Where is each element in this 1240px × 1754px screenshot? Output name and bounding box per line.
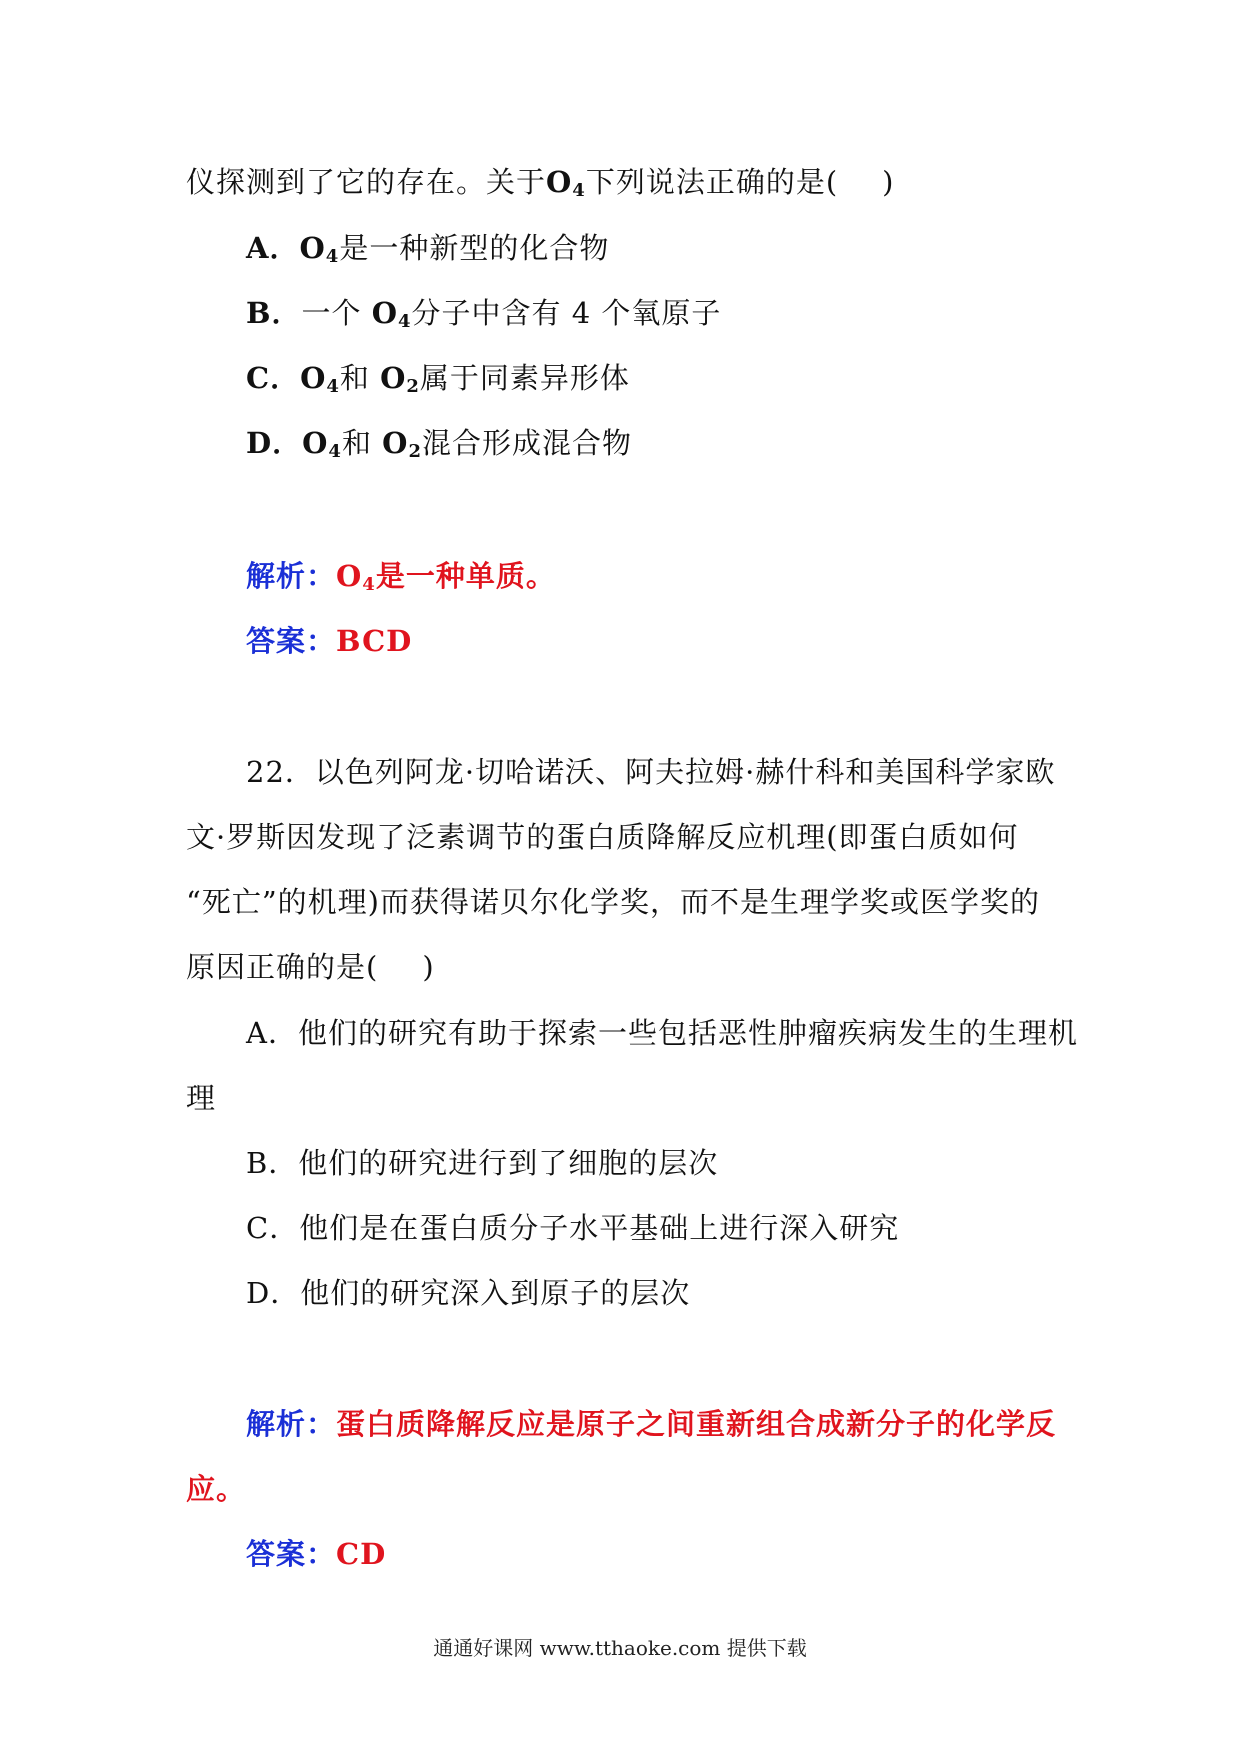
q22-answer — [246, 1534, 386, 1574]
q22-option-a-cont: 理 — [186, 1081, 217, 1115]
answer-value: CD — [336, 1537, 387, 1571]
q22-option-d: D．他们的研究深入到原子的层次 — [246, 1276, 691, 1310]
q21-option-c: C．$O_4$和 $O_2$属于同素异形体 — [246, 361, 630, 397]
answer-label: 答案： — [246, 624, 337, 658]
q22-option-a: A．他们的研究有助于探索一些包括恶性肿瘤疾病发生的生理机 — [246, 1016, 1078, 1050]
q21-analysis: 解析：$O_4$是一种单质。 — [246, 559, 556, 595]
q22-stem-line1: 22．以色列阿龙·切哈诺沃、阿夫拉姆·赫什科和美国科学家欧 — [246, 755, 1056, 789]
q22-analysis: 解析：蛋白质降解反应是原子之间重新组合成新分子的化学反 — [246, 1407, 1057, 1441]
q21-answer — [246, 621, 412, 661]
q21-option-b: B．一个 $O_4$分子中含有 4 个氧原子 — [246, 296, 722, 332]
q22-option-b: B．他们的研究进行到了细胞的层次 — [246, 1146, 719, 1180]
q21-stem-tail: 仪探测到了它的存在。关于$O_4$下列说法正确的是( ) — [186, 165, 895, 201]
q22-stem-line4: 原因正确的是( ) — [186, 950, 435, 984]
analysis-label: 解析： — [246, 1407, 337, 1441]
answer-label: 答案： — [246, 1537, 337, 1571]
q22-option-c: C．他们是在蛋白质分子水平基础上进行深入研究 — [246, 1211, 900, 1245]
q22-stem-line3: “死亡”的机理)而获得诺贝尔化学奖，而不是生理学奖或医学奖的 — [186, 885, 1040, 919]
answer-value: BCD — [336, 624, 413, 658]
footer-source: 通通好课网 www.tthaoke.com 提供下载 — [433, 1636, 807, 1660]
analysis-label: 解析： — [246, 559, 337, 593]
q21-option-a: A．$O_4$是一种新型的化合物 — [246, 231, 610, 267]
q22-analysis-cont: 应。 — [186, 1472, 247, 1506]
q22-stem-line2: 文·罗斯因发现了泛素调节的蛋白质降解反应机理(即蛋白质如何 — [186, 820, 1019, 854]
q21-option-d: D．$O_4$和 $O_2$混合形成混合物 — [246, 426, 632, 462]
